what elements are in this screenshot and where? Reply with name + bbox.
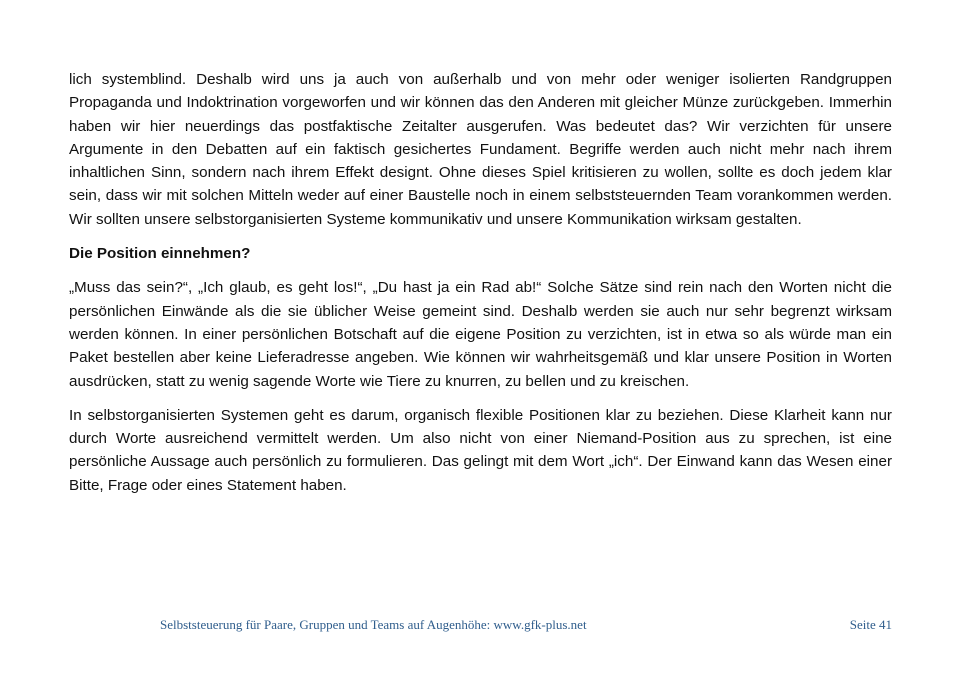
- paragraph-3: In selbstorganisierten Systemen geht es darum, organisch flexible Positionen klar zu beziehen. Diese Klarheit kann nur durch Worte ausreichend vermittelt werden. Um also nicht von einer Niemand-Position aus zu sprechen, ist eine persönliche Aussage auch persönlich zu formulieren. Das gelingt mit dem Wort „ich“. Der Einwand kann das Wesen einer Bitte, Frage oder eines Statement haben.: [69, 406, 892, 494]
- page-number: Seite 41: [849, 617, 892, 632]
- section-heading: Die Position einnehmen?: [69, 245, 251, 263]
- paragraph-1: lich systemblind. Deshalb wird uns ja auch von außerhalb und von mehr oder weniger isolierten Randgruppen Propaganda und Indoktrination vorgeworfen und wir können das den Anderen mit gleicher Münze zurückgeben. Immerhin haben wir hier neuerdings das postfaktische Zeitalter ausgerufen. Was bedeutet das? Wir verzichten für unsere Argumente in den Debatten auf ein faktisch gesichertes Fundament. Begriffe werden auch nicht mehr nach ihrem inhaltlichen Sinn, sondern nach ihrem Effekt designt. Ohne dieses Spiel kritisieren zu wollen, sollte es doch jedem klar sein, dass wir mit solchen Mitteln weder auf einer Baustelle noch in einem selbststeuernden Team vorankommen werden. Wir sollten unsere selbstorganisierten Systeme kommunikativ und unsere Kommunikation wirksam gestalten.: [69, 71, 892, 228]
- page-content: [69, 68, 892, 508]
- footer-title: Selbststeuerung für Paare, Gruppen und Teams auf Augenhöhe: www.gfk-plus.net: [160, 617, 587, 632]
- paragraph-2: „Muss das sein?“, „Ich glaub, es geht los!“, „Du hast ja ein Rad ab!“ Solche Sätze sind rein nach den Worten nicht die persönlichen Einwände als die sie üblicher Weise gemeint sind. Deshalb werden sie auch nur sehr begrenzt wirksam werden können. In einer persönlichen Botschaft auf die eigene Position zu verzichten, ist in etwa so als würde man ein Paket bestellen aber keine Lieferadresse angeben. Wie können wir wahrheitsgemäß und klar unsere Position in Worten ausdrücken, statt zu wenig sagende Worte wie Tiere zu knurren, zu bellen und zu kreischen.: [69, 279, 892, 390]
